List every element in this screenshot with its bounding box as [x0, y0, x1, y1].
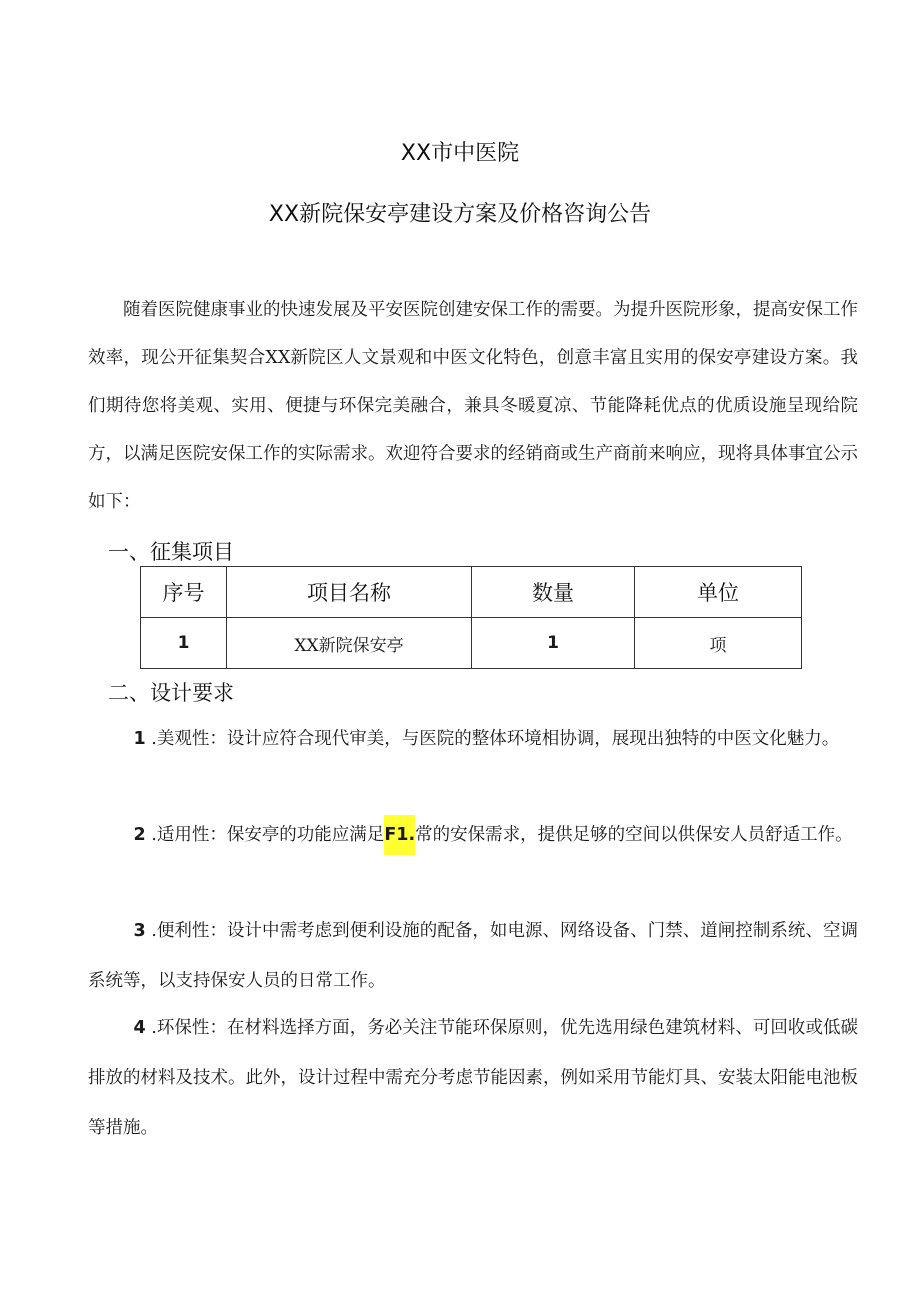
requirement-text: .便利性：设计中需考虑到便利设施的配备，如电源、网络设备、门禁、道闸控制系统、空调系统等，以支持保安人员的日常工作。	[88, 921, 858, 991]
table-header-cell: 序号	[141, 567, 227, 618]
requirement-number: 4	[133, 1018, 146, 1038]
table-cell-quantity: 1	[472, 618, 635, 669]
requirement-item	[88, 1003, 858, 1153]
section-heading-collection-items: 一、征集项目	[108, 540, 234, 564]
document-title-line2: XX新院保安亭建设方案及价格咨询公告	[268, 202, 652, 227]
section-heading-design-requirements: 二、设计要求	[108, 681, 234, 705]
requirement-text: 常的安保需求，提供足够的空间以供保安人员舒适工作。	[415, 825, 853, 845]
highlighted-text: F1.	[384, 815, 415, 855]
table-header-row	[141, 567, 802, 618]
requirement-text: .环保性：在材料选择方面，务必关注节能环保原则，优先选用绿色建筑材料、可回收或低碳排放的材料及技术。此外，设计过程中需充分考虑节能因素，例如采用节能灯具、安装太阳能电池板等措施。	[88, 1018, 858, 1138]
table-row	[141, 618, 802, 669]
items-table	[140, 566, 802, 669]
table-cell-name: XX新院保安亭	[227, 618, 472, 669]
requirement-text: .美观性：设计应符合现代审美，与医院的整体环境相协调，展现出独特的中医文化魅力。	[145, 729, 840, 749]
table-header-cell: 单位	[635, 567, 802, 618]
intro-paragraph: 随着医院健康事业的快速发展及平安医院创建安保工作的需要。为提升医院形象，提高安保工作效率，现公开征集契合XX新院区人文景观和中医文化特色，创意丰富且实用的保安亭建设方案。我们期待您将美观、实用、便捷与环保完美融合，兼具冬暖夏凉、节能降耗优点的优质设施呈现给院方，以满足医院安保工作的实际需求。欢迎符合要求的经销商或生产商前来响应，现将具体事宜公示如下：	[88, 300, 858, 512]
requirement-number: 3	[133, 921, 146, 941]
document-title-line1: XX市中医院	[400, 141, 520, 166]
requirement-item	[88, 810, 858, 860]
requirement-text: .适用性：保安亭的功能应满足	[145, 825, 385, 845]
table-header-cell: 项目名称	[227, 567, 472, 618]
requirement-number: 1	[133, 729, 146, 749]
table-header-cell: 数量	[472, 567, 635, 618]
requirement-number: 2	[133, 825, 146, 845]
requirement-item	[88, 906, 858, 1006]
requirement-item	[88, 714, 858, 764]
table-cell-index: 1	[141, 618, 227, 669]
table-cell-unit: 项	[635, 618, 802, 669]
